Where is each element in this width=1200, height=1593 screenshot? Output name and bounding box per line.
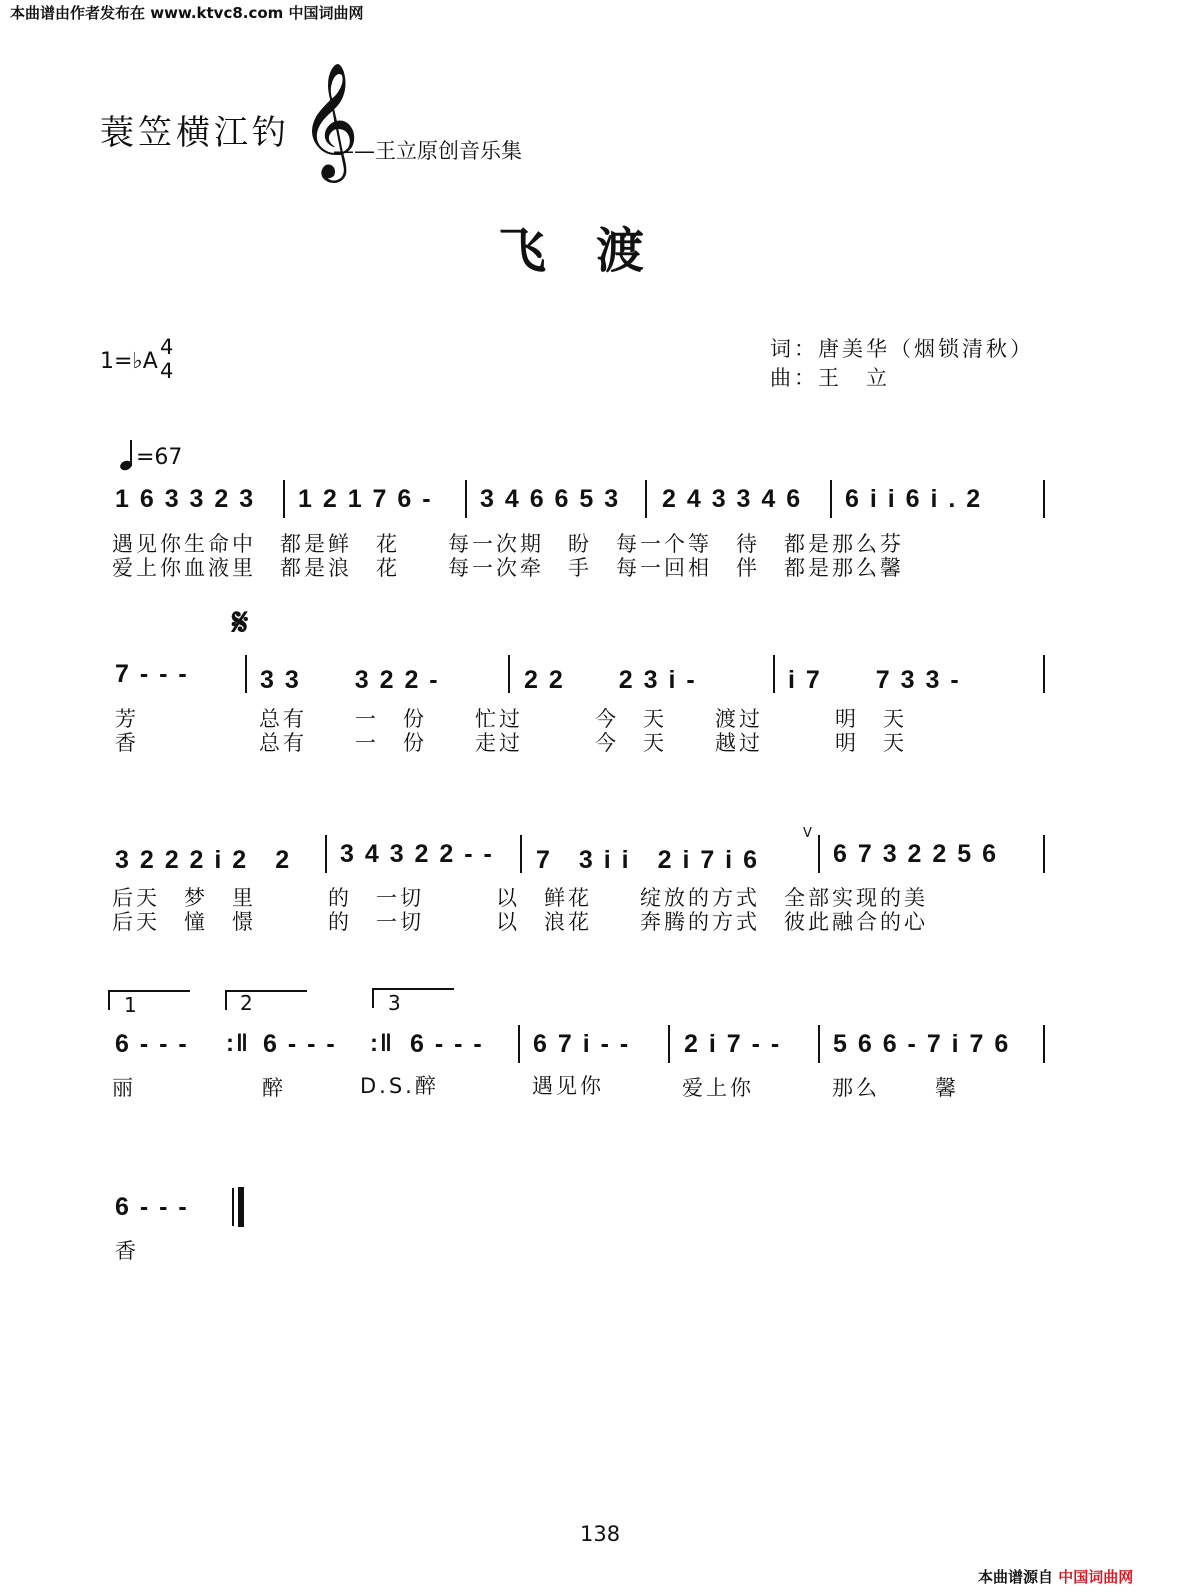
repeat-sign-icon: :‖ <box>370 1030 394 1057</box>
barline <box>520 835 522 873</box>
measure-2-2: 3 3 3 2 2 - <box>260 666 440 694</box>
key-signature: 1=♭A <box>100 349 158 374</box>
lyrics-verse-2: 后天 憧 憬 的 一切 以 浪花 奔腾的方式 彼此融合的心 <box>112 910 928 934</box>
measure-3-3: 7 3 i i 2 i 7 i 6 <box>536 846 759 874</box>
barline <box>645 480 647 518</box>
barline <box>818 835 820 873</box>
collection-subtitle: ——王立原创音乐集 <box>333 139 522 163</box>
measure-4-1: 6 - - - <box>115 1030 189 1058</box>
barline <box>1043 1025 1045 1063</box>
page-number: 138 <box>580 1522 621 1546</box>
barline <box>773 655 775 693</box>
measure-2-4: i 7 7 3 3 - <box>788 666 961 694</box>
composer-credit: 曲：王 立 <box>770 366 890 390</box>
lyric-word-ds: D.S.醉 <box>360 1074 439 1098</box>
repeat-sign-icon: :‖ <box>226 1030 250 1057</box>
song-title: 飞渡 <box>498 223 695 279</box>
measure-3-1: 3 2 2 2 i 2 2 <box>115 846 292 874</box>
measure-1-5: 6 i i 6 i . 2 <box>845 485 983 513</box>
measure-3-2: 3 4 3 2 2 - - <box>340 840 494 868</box>
lyric-word: 那么 <box>832 1076 880 1100</box>
top-watermark: 本曲谱由作者发布在 www.ktvc8.com 中国词曲网 <box>10 4 364 22</box>
lyric-word: 醉 <box>262 1076 286 1100</box>
watermark-prefix: 本曲谱源自 <box>978 1568 1054 1586</box>
final-barline <box>238 1187 244 1227</box>
barline <box>830 480 832 518</box>
tempo-marking <box>120 440 182 470</box>
measure-3-4: 6 7 3 2 2 5 6 <box>833 840 999 868</box>
lyric-word: 爱上你 <box>682 1076 754 1100</box>
segno-icon: 𝄋 <box>232 600 249 644</box>
volta-label-3: 3 <box>388 991 401 1015</box>
barline <box>1043 655 1045 693</box>
lyric-word: 遇见你 <box>532 1074 604 1098</box>
barline <box>232 1188 234 1226</box>
measure-1-4: 2 4 3 3 4 6 <box>662 485 803 513</box>
measure-4-3: 6 - - - <box>410 1030 484 1058</box>
measure-4-2: 6 - - - <box>263 1030 337 1058</box>
barline <box>508 655 510 693</box>
barline <box>283 480 285 518</box>
lyric-word: 香 <box>115 1239 139 1263</box>
breath-mark: V <box>803 826 812 841</box>
measure-2-1: 7 - - - <box>115 660 189 688</box>
volta-bracket-3 <box>372 988 454 1008</box>
barline <box>818 1025 820 1063</box>
watermark-site: 中国词曲网 <box>1058 1568 1134 1586</box>
lyric-word: 丽 <box>112 1076 136 1100</box>
lyric-word: 馨 <box>935 1076 959 1100</box>
volta-label-1: 1 <box>124 993 137 1017</box>
treble-clef-icon: 𝄞 <box>300 61 360 178</box>
time-signature-top: 4 <box>160 335 174 359</box>
barline <box>325 835 327 873</box>
measure-4-5: 2 i 7 - - <box>684 1030 782 1058</box>
lyrics-verse-1: 芳 总有 一 份 忙过 今 天 渡过 明 天 <box>115 707 907 731</box>
barline <box>245 655 247 693</box>
quarter-note-icon <box>120 440 136 470</box>
series-title: 蓑笠横江钓 <box>100 113 290 153</box>
tempo-value: =67 <box>136 445 183 470</box>
measure-1-3: 3 4 6 6 5 3 <box>480 485 621 513</box>
measure-2-3: 2 2 2 3 i - <box>524 666 697 694</box>
lyrics-verse-1: 后天 梦 里 的 一切 以 鲜花 绽放的方式 全部实现的美 <box>112 886 928 910</box>
measure-4-6: 5 6 6 - 7 i 7 6 <box>833 1030 1011 1058</box>
lyrics-verse-2: 爱上你血液里 都是浪 花 每一次牵 手 每一回相 伴 都是那么馨 <box>112 556 904 580</box>
volta-bracket-2 <box>225 990 307 1010</box>
lyrics-verse-1: 遇见你生命中 都是鲜 花 每一次期 盼 每一个等 待 都是那么芬 <box>112 532 904 556</box>
volta-bracket-1 <box>108 990 190 1010</box>
barline <box>1043 835 1045 873</box>
barline <box>1043 480 1045 518</box>
volta-label-2: 2 <box>240 991 253 1015</box>
time-signature <box>160 335 173 383</box>
barline <box>465 480 467 518</box>
lyricist-credit: 词：唐美华（烟锁清秋） <box>770 337 1034 361</box>
lyrics-verse-2: 香 总有 一 份 走过 今 天 越过 明 天 <box>115 731 907 755</box>
barline <box>518 1025 520 1063</box>
measure-5-1: 6 - - - <box>115 1193 189 1221</box>
barline <box>668 1025 670 1063</box>
measure-4-4: 6 7 i - - <box>533 1030 631 1058</box>
bottom-watermark <box>978 1566 1133 1587</box>
measure-1-1: 1 6 3 3 2 3 <box>115 485 256 513</box>
measure-1-2: 1 2 1 7 6 - <box>298 485 433 513</box>
time-signature-bottom: 4 <box>160 359 174 383</box>
